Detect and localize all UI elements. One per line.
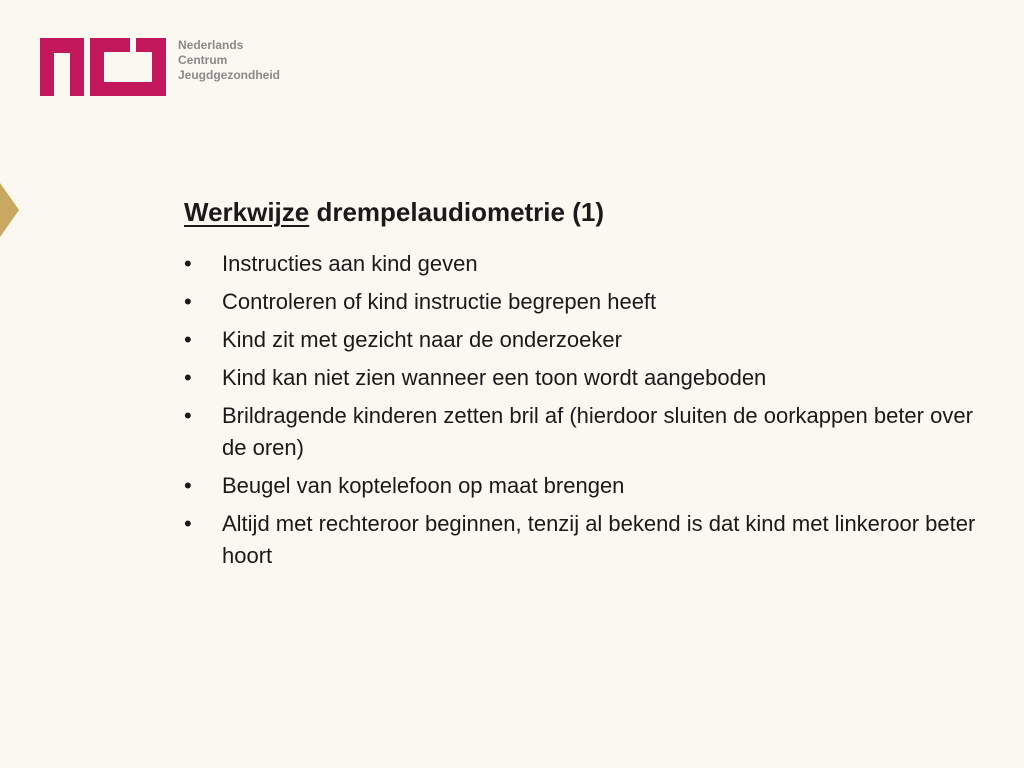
bullet-item: • Kind zit met gezicht naar de onderzoeker	[184, 324, 984, 356]
bullet-item: • Brildragende kinderen zetten bril af (hierdoor sluiten de oorkappen beter over de oren)	[184, 400, 984, 464]
logo-letter-j	[128, 38, 166, 96]
logo-letter-n	[40, 38, 84, 96]
bullet-list	[184, 248, 984, 572]
ncj-logo	[40, 38, 280, 96]
slide-title	[184, 194, 984, 230]
slide-title-rest: drempelaudiometrie (1)	[309, 197, 604, 227]
logo-letter-c	[90, 38, 130, 96]
slide-marker-arrow	[0, 183, 19, 237]
bullet-item: • Kind kan niet zien wanneer een toon wordt aangeboden	[184, 362, 984, 394]
ncj-logo-mark	[40, 38, 166, 96]
bullet-item: • Altijd met rechteroor beginnen, tenzij al bekend is dat kind met linkeroor beter hoort	[184, 508, 984, 572]
logo-line-3: Jeugdgezondheid	[178, 68, 280, 82]
logo-line-1: Nederlands	[178, 38, 244, 52]
bullet-item: • Beugel van koptelefoon op maat brengen	[184, 470, 984, 502]
slide-content	[184, 194, 984, 578]
slide-title-underlined: Werkwijze	[184, 197, 310, 227]
logo-line-2: Centrum	[178, 53, 228, 67]
bullet-item: • Instructies aan kind geven	[184, 248, 984, 280]
logo-wordmark	[178, 38, 280, 83]
bullet-item: • Controleren of kind instructie begrepen heeft	[184, 286, 984, 318]
